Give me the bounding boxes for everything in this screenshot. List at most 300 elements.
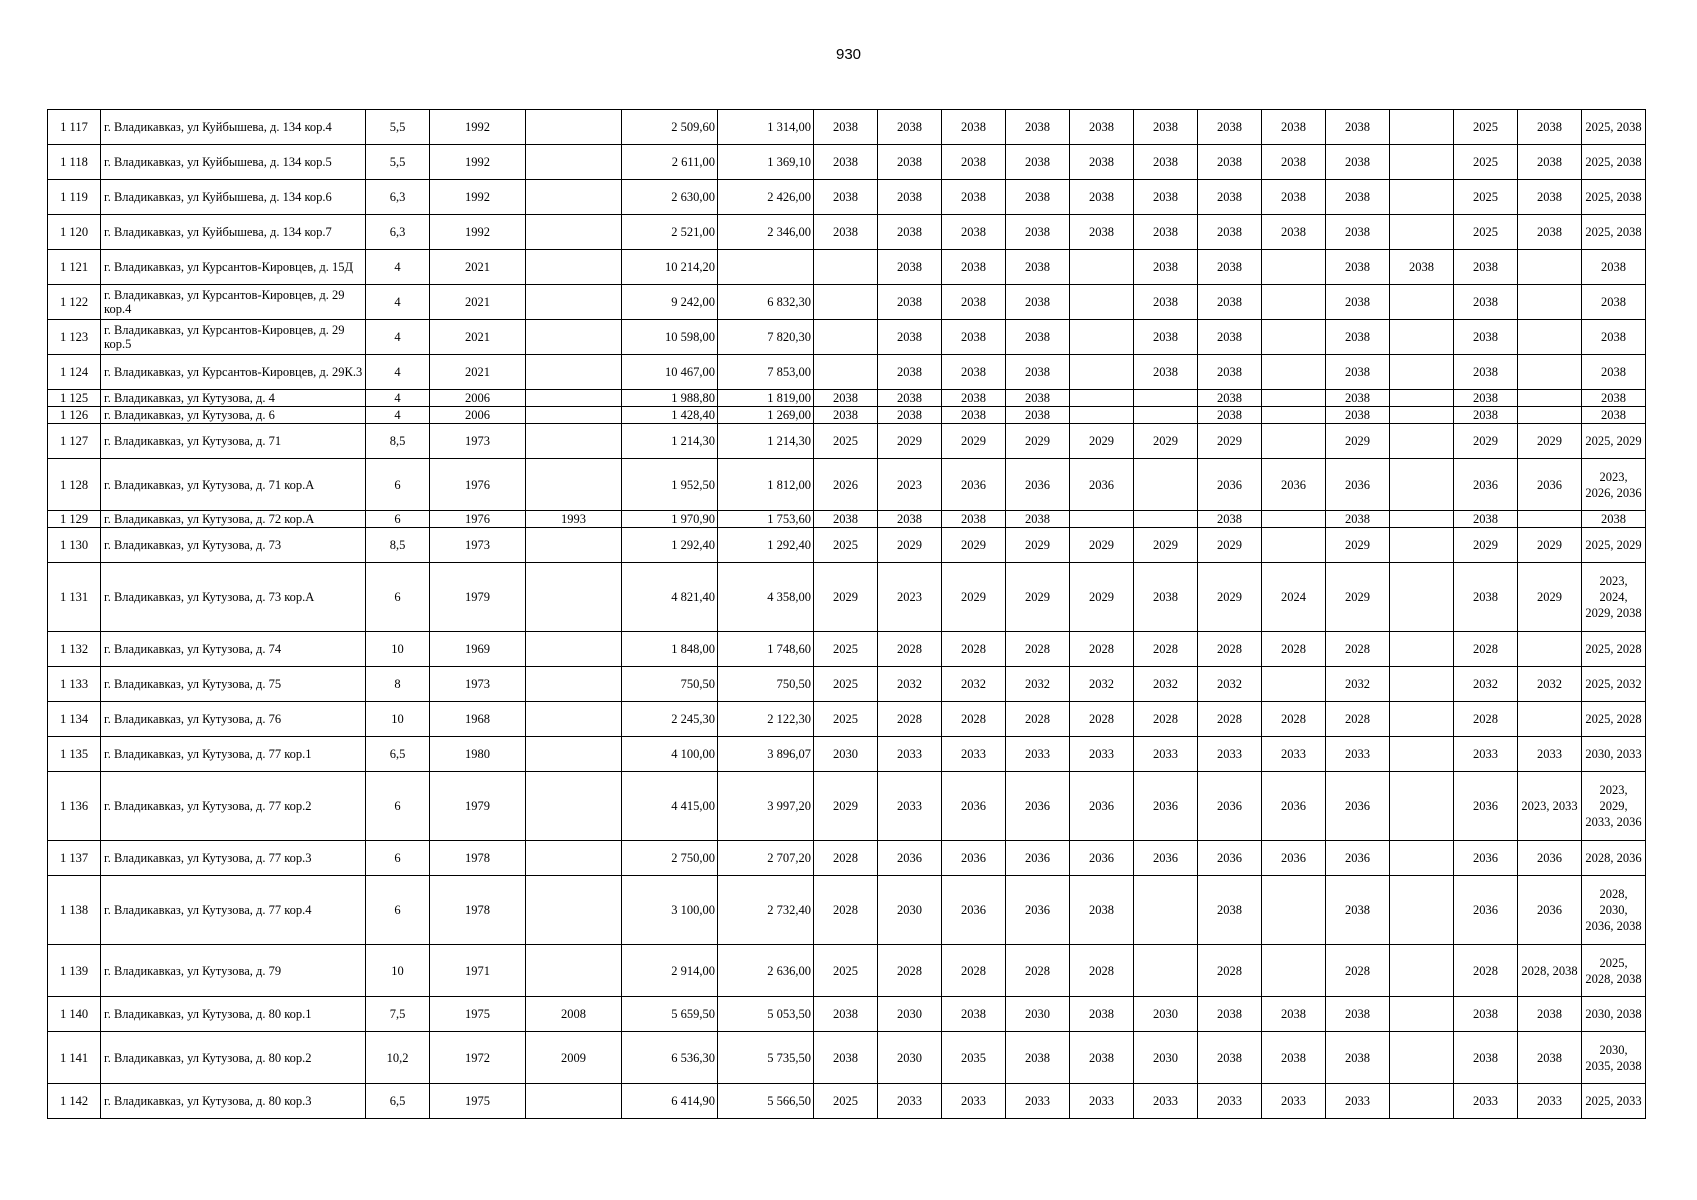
year-col-1: 2026 <box>814 459 878 511</box>
year-col-1: 2025 <box>814 667 878 702</box>
reconstruction-year-cell: 2008 <box>526 997 622 1032</box>
living-area-cell: 7 820,30 <box>718 320 814 355</box>
year-col-10 <box>1390 667 1454 702</box>
year-col-6: 2038 <box>1134 320 1198 355</box>
year-col-10 <box>1390 110 1454 145</box>
floors-cell: 4 <box>366 285 430 320</box>
year-col-9: 2038 <box>1326 511 1390 528</box>
year-col-2: 2023 <box>878 563 942 632</box>
year-col-8 <box>1262 876 1326 945</box>
total-area-cell: 2 245,30 <box>622 702 718 737</box>
reconstruction-year-cell <box>526 424 622 459</box>
year-col-1: 2038 <box>814 407 878 424</box>
year-col-7: 2033 <box>1198 737 1262 772</box>
build-year-cell: 1979 <box>430 772 526 841</box>
reconstruction-year-cell <box>526 945 622 997</box>
year-col-3: 2038 <box>942 390 1006 407</box>
year-col-summary: 2025, 2028, 2038 <box>1582 945 1646 997</box>
floors-cell: 4 <box>366 390 430 407</box>
year-col-12 <box>1518 632 1582 667</box>
total-area-cell: 2 521,00 <box>622 215 718 250</box>
year-col-6: 2033 <box>1134 737 1198 772</box>
year-col-6: 2038 <box>1134 180 1198 215</box>
year-col-3: 2028 <box>942 632 1006 667</box>
year-col-6: 2036 <box>1134 772 1198 841</box>
year-col-4: 2038 <box>1006 390 1070 407</box>
floors-cell: 6 <box>366 841 430 876</box>
year-col-5: 2033 <box>1070 1084 1134 1119</box>
year-col-1: 2038 <box>814 215 878 250</box>
year-col-2: 2030 <box>878 997 942 1032</box>
floors-cell: 6,5 <box>366 1084 430 1119</box>
year-col-8 <box>1262 667 1326 702</box>
build-year-cell: 2021 <box>430 285 526 320</box>
year-col-10 <box>1390 737 1454 772</box>
year-col-5: 2028 <box>1070 945 1134 997</box>
floors-cell: 8 <box>366 667 430 702</box>
year-col-3: 2036 <box>942 772 1006 841</box>
row-number-cell: 1 129 <box>48 511 101 528</box>
year-col-summary: 2030, 2038 <box>1582 997 1646 1032</box>
living-area-cell: 6 832,30 <box>718 285 814 320</box>
year-col-2: 2038 <box>878 285 942 320</box>
row-number-cell: 1 141 <box>48 1032 101 1084</box>
year-col-10 <box>1390 459 1454 511</box>
year-col-6 <box>1134 407 1198 424</box>
year-col-4: 2032 <box>1006 667 1070 702</box>
table-row <box>48 528 1646 563</box>
year-col-6: 2038 <box>1134 215 1198 250</box>
row-number-cell: 1 127 <box>48 424 101 459</box>
year-col-5: 2036 <box>1070 841 1134 876</box>
table-row <box>48 737 1646 772</box>
year-col-9: 2036 <box>1326 841 1390 876</box>
year-col-4: 2038 <box>1006 355 1070 390</box>
year-col-10 <box>1390 632 1454 667</box>
table-row <box>48 145 1646 180</box>
reconstruction-year-cell <box>526 772 622 841</box>
year-col-4: 2028 <box>1006 945 1070 997</box>
year-col-5 <box>1070 407 1134 424</box>
address-cell: г. Владикавказ, ул Кутузова, д. 71 <box>101 424 366 459</box>
year-col-12: 2033 <box>1518 737 1582 772</box>
year-col-5: 2036 <box>1070 459 1134 511</box>
year-col-12: 2038 <box>1518 1032 1582 1084</box>
year-col-1 <box>814 320 878 355</box>
year-col-3: 2036 <box>942 841 1006 876</box>
table-row <box>48 110 1646 145</box>
year-col-11: 2025 <box>1454 145 1518 180</box>
total-area-cell: 1 988,80 <box>622 390 718 407</box>
year-col-12: 2036 <box>1518 876 1582 945</box>
year-col-12: 2036 <box>1518 841 1582 876</box>
floors-cell: 10,2 <box>366 1032 430 1084</box>
year-col-5: 2029 <box>1070 528 1134 563</box>
year-col-1: 2029 <box>814 563 878 632</box>
year-col-12: 2038 <box>1518 180 1582 215</box>
living-area-cell: 2 707,20 <box>718 841 814 876</box>
year-col-11: 2036 <box>1454 876 1518 945</box>
year-col-2: 2029 <box>878 424 942 459</box>
year-col-9: 2038 <box>1326 145 1390 180</box>
year-col-8: 2033 <box>1262 737 1326 772</box>
reconstruction-year-cell <box>526 702 622 737</box>
year-col-1: 2028 <box>814 841 878 876</box>
year-col-7: 2036 <box>1198 772 1262 841</box>
address-cell: г. Владикавказ, ул Курсантов-Кировцев, д. 29К.3 <box>101 355 366 390</box>
row-number-cell: 1 135 <box>48 737 101 772</box>
build-year-cell: 2021 <box>430 320 526 355</box>
year-col-11: 2036 <box>1454 772 1518 841</box>
year-col-10 <box>1390 407 1454 424</box>
total-area-cell: 1 848,00 <box>622 632 718 667</box>
total-area-cell: 1 214,30 <box>622 424 718 459</box>
year-col-6: 2033 <box>1134 1084 1198 1119</box>
year-col-7: 2038 <box>1198 355 1262 390</box>
year-col-5: 2038 <box>1070 110 1134 145</box>
build-year-cell: 2006 <box>430 407 526 424</box>
build-year-cell: 1975 <box>430 1084 526 1119</box>
build-year-cell: 2021 <box>430 250 526 285</box>
year-col-3: 2038 <box>942 511 1006 528</box>
year-col-12: 2023, 2033 <box>1518 772 1582 841</box>
build-year-cell: 1973 <box>430 667 526 702</box>
year-col-10 <box>1390 285 1454 320</box>
year-col-12: 2038 <box>1518 110 1582 145</box>
year-col-10 <box>1390 511 1454 528</box>
year-col-summary: 2025, 2038 <box>1582 110 1646 145</box>
year-col-3: 2036 <box>942 459 1006 511</box>
year-col-12 <box>1518 250 1582 285</box>
year-col-10 <box>1390 772 1454 841</box>
year-col-10 <box>1390 215 1454 250</box>
year-col-4: 2036 <box>1006 772 1070 841</box>
year-col-6 <box>1134 945 1198 997</box>
address-cell: г. Владикавказ, ул Курсантов-Кировцев, д. 15Д <box>101 250 366 285</box>
address-cell: г. Владикавказ, ул Кутузова, д. 4 <box>101 390 366 407</box>
year-col-1: 2038 <box>814 110 878 145</box>
table-row <box>48 390 1646 407</box>
year-col-7: 2029 <box>1198 563 1262 632</box>
year-col-summary: 2025, 2033 <box>1582 1084 1646 1119</box>
year-col-4: 2036 <box>1006 459 1070 511</box>
row-number-cell: 1 125 <box>48 390 101 407</box>
build-year-cell: 1978 <box>430 876 526 945</box>
living-area-cell: 4 358,00 <box>718 563 814 632</box>
floors-cell: 6 <box>366 511 430 528</box>
address-cell: г. Владикавказ, ул Кутузова, д. 73 <box>101 528 366 563</box>
year-col-3: 2029 <box>942 528 1006 563</box>
year-col-7: 2029 <box>1198 528 1262 563</box>
year-col-9: 2028 <box>1326 632 1390 667</box>
address-cell: г. Владикавказ, ул Кутузова, д. 80 кор.3 <box>101 1084 366 1119</box>
year-col-11: 2028 <box>1454 945 1518 997</box>
address-cell: г. Владикавказ, ул Куйбышева, д. 134 кор.4 <box>101 110 366 145</box>
year-col-10 <box>1390 424 1454 459</box>
year-col-8 <box>1262 528 1326 563</box>
total-area-cell: 2 914,00 <box>622 945 718 997</box>
year-col-5: 2038 <box>1070 145 1134 180</box>
reconstruction-year-cell <box>526 285 622 320</box>
year-col-7: 2038 <box>1198 215 1262 250</box>
year-col-11: 2038 <box>1454 511 1518 528</box>
reconstruction-year-cell <box>526 563 622 632</box>
living-area-cell: 2 636,00 <box>718 945 814 997</box>
year-col-12 <box>1518 407 1582 424</box>
address-cell: г. Владикавказ, ул Кутузова, д. 74 <box>101 632 366 667</box>
row-number-cell: 1 134 <box>48 702 101 737</box>
floors-cell: 4 <box>366 320 430 355</box>
year-col-7: 2028 <box>1198 702 1262 737</box>
year-col-4: 2038 <box>1006 145 1070 180</box>
build-year-cell: 1980 <box>430 737 526 772</box>
living-area-cell <box>718 250 814 285</box>
build-year-cell: 1992 <box>430 215 526 250</box>
table-row <box>48 563 1646 632</box>
row-number-cell: 1 126 <box>48 407 101 424</box>
year-col-1 <box>814 250 878 285</box>
year-col-11: 2029 <box>1454 528 1518 563</box>
year-col-5 <box>1070 355 1134 390</box>
address-cell: г. Владикавказ, ул Кутузова, д. 80 кор.1 <box>101 997 366 1032</box>
year-col-2: 2023 <box>878 459 942 511</box>
year-col-6: 2038 <box>1134 250 1198 285</box>
floors-cell: 8,5 <box>366 528 430 563</box>
year-col-3: 2038 <box>942 110 1006 145</box>
year-col-10 <box>1390 841 1454 876</box>
year-col-2: 2033 <box>878 737 942 772</box>
row-number-cell: 1 117 <box>48 110 101 145</box>
year-col-7: 2038 <box>1198 1032 1262 1084</box>
year-col-4: 2038 <box>1006 250 1070 285</box>
year-col-4: 2030 <box>1006 997 1070 1032</box>
reconstruction-year-cell <box>526 250 622 285</box>
reconstruction-year-cell <box>526 355 622 390</box>
year-col-4: 2028 <box>1006 702 1070 737</box>
year-col-8: 2038 <box>1262 1032 1326 1084</box>
address-cell: г. Владикавказ, ул Курсантов-Кировцев, д. 29 кор.5 <box>101 320 366 355</box>
total-area-cell: 2 509,60 <box>622 110 718 145</box>
year-col-12: 2029 <box>1518 424 1582 459</box>
year-col-summary: 2028, 2030, 2036, 2038 <box>1582 876 1646 945</box>
year-col-11: 2025 <box>1454 180 1518 215</box>
year-col-2: 2038 <box>878 215 942 250</box>
year-col-9: 2038 <box>1326 110 1390 145</box>
year-col-8: 2024 <box>1262 563 1326 632</box>
table-row <box>48 285 1646 320</box>
year-col-1: 2028 <box>814 876 878 945</box>
year-col-3: 2038 <box>942 407 1006 424</box>
reconstruction-year-cell <box>526 390 622 407</box>
total-area-cell: 1 292,40 <box>622 528 718 563</box>
year-col-1: 2030 <box>814 737 878 772</box>
row-number-cell: 1 124 <box>48 355 101 390</box>
address-cell: г. Владикавказ, ул Кутузова, д. 77 кор.3 <box>101 841 366 876</box>
total-area-cell: 2 630,00 <box>622 180 718 215</box>
floors-cell: 10 <box>366 945 430 997</box>
reconstruction-year-cell <box>526 528 622 563</box>
year-col-6: 2038 <box>1134 563 1198 632</box>
table-row <box>48 632 1646 667</box>
year-col-2: 2029 <box>878 528 942 563</box>
reconstruction-year-cell <box>526 145 622 180</box>
year-col-12 <box>1518 285 1582 320</box>
year-col-3: 2029 <box>942 563 1006 632</box>
table-row <box>48 424 1646 459</box>
year-col-4: 2029 <box>1006 424 1070 459</box>
year-col-3: 2038 <box>942 320 1006 355</box>
address-cell: г. Владикавказ, ул Кутузова, д. 77 кор.1 <box>101 737 366 772</box>
year-col-7: 2038 <box>1198 145 1262 180</box>
year-col-summary: 2025, 2038 <box>1582 180 1646 215</box>
year-col-summary: 2028, 2036 <box>1582 841 1646 876</box>
year-col-11: 2033 <box>1454 737 1518 772</box>
year-col-4: 2029 <box>1006 563 1070 632</box>
floors-cell: 6 <box>366 459 430 511</box>
year-col-3: 2033 <box>942 737 1006 772</box>
year-col-10 <box>1390 528 1454 563</box>
year-col-5 <box>1070 250 1134 285</box>
reconstruction-year-cell <box>526 320 622 355</box>
living-area-cell: 1 819,00 <box>718 390 814 407</box>
year-col-3: 2038 <box>942 997 1006 1032</box>
address-cell: г. Владикавказ, ул Кутузова, д. 77 кор.4 <box>101 876 366 945</box>
year-col-7: 2038 <box>1198 250 1262 285</box>
year-col-1: 2025 <box>814 424 878 459</box>
year-col-5: 2038 <box>1070 876 1134 945</box>
year-col-9: 2038 <box>1326 250 1390 285</box>
build-year-cell: 1972 <box>430 1032 526 1084</box>
year-col-3: 2035 <box>942 1032 1006 1084</box>
year-col-summary: 2025, 2029 <box>1582 424 1646 459</box>
year-col-11: 2038 <box>1454 390 1518 407</box>
year-col-1: 2025 <box>814 528 878 563</box>
row-number-cell: 1 122 <box>48 285 101 320</box>
year-col-9: 2038 <box>1326 355 1390 390</box>
year-col-6: 2038 <box>1134 110 1198 145</box>
year-col-12: 2038 <box>1518 997 1582 1032</box>
year-col-11: 2038 <box>1454 285 1518 320</box>
table-row <box>48 997 1646 1032</box>
year-col-7: 2038 <box>1198 110 1262 145</box>
year-col-8 <box>1262 320 1326 355</box>
floors-cell: 6 <box>366 563 430 632</box>
table-row <box>48 407 1646 424</box>
table-row <box>48 702 1646 737</box>
year-col-8: 2033 <box>1262 1084 1326 1119</box>
year-col-9: 2028 <box>1326 945 1390 997</box>
year-col-10 <box>1390 1084 1454 1119</box>
year-col-10 <box>1390 390 1454 407</box>
row-number-cell: 1 133 <box>48 667 101 702</box>
year-col-9: 2038 <box>1326 320 1390 355</box>
year-col-11: 2038 <box>1454 250 1518 285</box>
reconstruction-year-cell: 1993 <box>526 511 622 528</box>
year-col-4: 2029 <box>1006 528 1070 563</box>
year-col-10 <box>1390 145 1454 180</box>
year-col-12: 2038 <box>1518 215 1582 250</box>
row-number-cell: 1 137 <box>48 841 101 876</box>
year-col-5: 2029 <box>1070 563 1134 632</box>
reconstruction-year-cell <box>526 407 622 424</box>
year-col-11: 2025 <box>1454 215 1518 250</box>
floors-cell: 10 <box>366 702 430 737</box>
total-area-cell: 4 415,00 <box>622 772 718 841</box>
page-number: 930 <box>835 46 862 63</box>
row-number-cell: 1 138 <box>48 876 101 945</box>
row-number-cell: 1 118 <box>48 145 101 180</box>
year-col-summary: 2023, 2026, 2036 <box>1582 459 1646 511</box>
address-cell: г. Владикавказ, ул Кутузова, д. 75 <box>101 667 366 702</box>
build-year-cell: 1992 <box>430 145 526 180</box>
reconstruction-year-cell <box>526 459 622 511</box>
year-col-11: 2028 <box>1454 632 1518 667</box>
row-number-cell: 1 142 <box>48 1084 101 1119</box>
year-col-12 <box>1518 702 1582 737</box>
year-col-6 <box>1134 876 1198 945</box>
row-number-cell: 1 120 <box>48 215 101 250</box>
year-col-2: 2038 <box>878 407 942 424</box>
year-col-1: 2038 <box>814 145 878 180</box>
year-col-7: 2038 <box>1198 511 1262 528</box>
year-col-1 <box>814 285 878 320</box>
total-area-cell: 10 214,20 <box>622 250 718 285</box>
year-col-3: 2033 <box>942 1084 1006 1119</box>
build-year-cell: 1969 <box>430 632 526 667</box>
year-col-1: 2038 <box>814 511 878 528</box>
row-number-cell: 1 130 <box>48 528 101 563</box>
living-area-cell: 1 812,00 <box>718 459 814 511</box>
year-col-11: 2038 <box>1454 407 1518 424</box>
year-col-11: 2028 <box>1454 702 1518 737</box>
year-col-5 <box>1070 511 1134 528</box>
year-col-6: 2029 <box>1134 424 1198 459</box>
year-col-8: 2038 <box>1262 110 1326 145</box>
year-col-2: 2038 <box>878 511 942 528</box>
living-area-cell: 2 426,00 <box>718 180 814 215</box>
table-row <box>48 1032 1646 1084</box>
year-col-9: 2038 <box>1326 997 1390 1032</box>
floors-cell: 6 <box>366 772 430 841</box>
year-col-9: 2038 <box>1326 407 1390 424</box>
year-col-summary: 2023, 2029, 2033, 2036 <box>1582 772 1646 841</box>
floors-cell: 6,5 <box>366 737 430 772</box>
year-col-4: 2038 <box>1006 511 1070 528</box>
year-col-5: 2038 <box>1070 997 1134 1032</box>
table-row <box>48 772 1646 841</box>
reconstruction-year-cell <box>526 841 622 876</box>
year-col-12 <box>1518 390 1582 407</box>
year-col-8: 2036 <box>1262 772 1326 841</box>
year-col-3: 2038 <box>942 145 1006 180</box>
year-col-8: 2028 <box>1262 702 1326 737</box>
year-col-8: 2036 <box>1262 841 1326 876</box>
year-col-12: 2032 <box>1518 667 1582 702</box>
living-area-cell: 1 314,00 <box>718 110 814 145</box>
reconstruction-year-cell <box>526 1084 622 1119</box>
living-area-cell: 1 748,60 <box>718 632 814 667</box>
build-year-cell: 1975 <box>430 997 526 1032</box>
total-area-cell: 3 100,00 <box>622 876 718 945</box>
build-year-cell: 1976 <box>430 459 526 511</box>
living-area-cell: 5 053,50 <box>718 997 814 1032</box>
year-col-11: 2033 <box>1454 1084 1518 1119</box>
year-col-summary: 2025, 2028 <box>1582 632 1646 667</box>
year-col-summary: 2038 <box>1582 250 1646 285</box>
year-col-8 <box>1262 250 1326 285</box>
year-col-10 <box>1390 355 1454 390</box>
total-area-cell: 9 242,00 <box>622 285 718 320</box>
